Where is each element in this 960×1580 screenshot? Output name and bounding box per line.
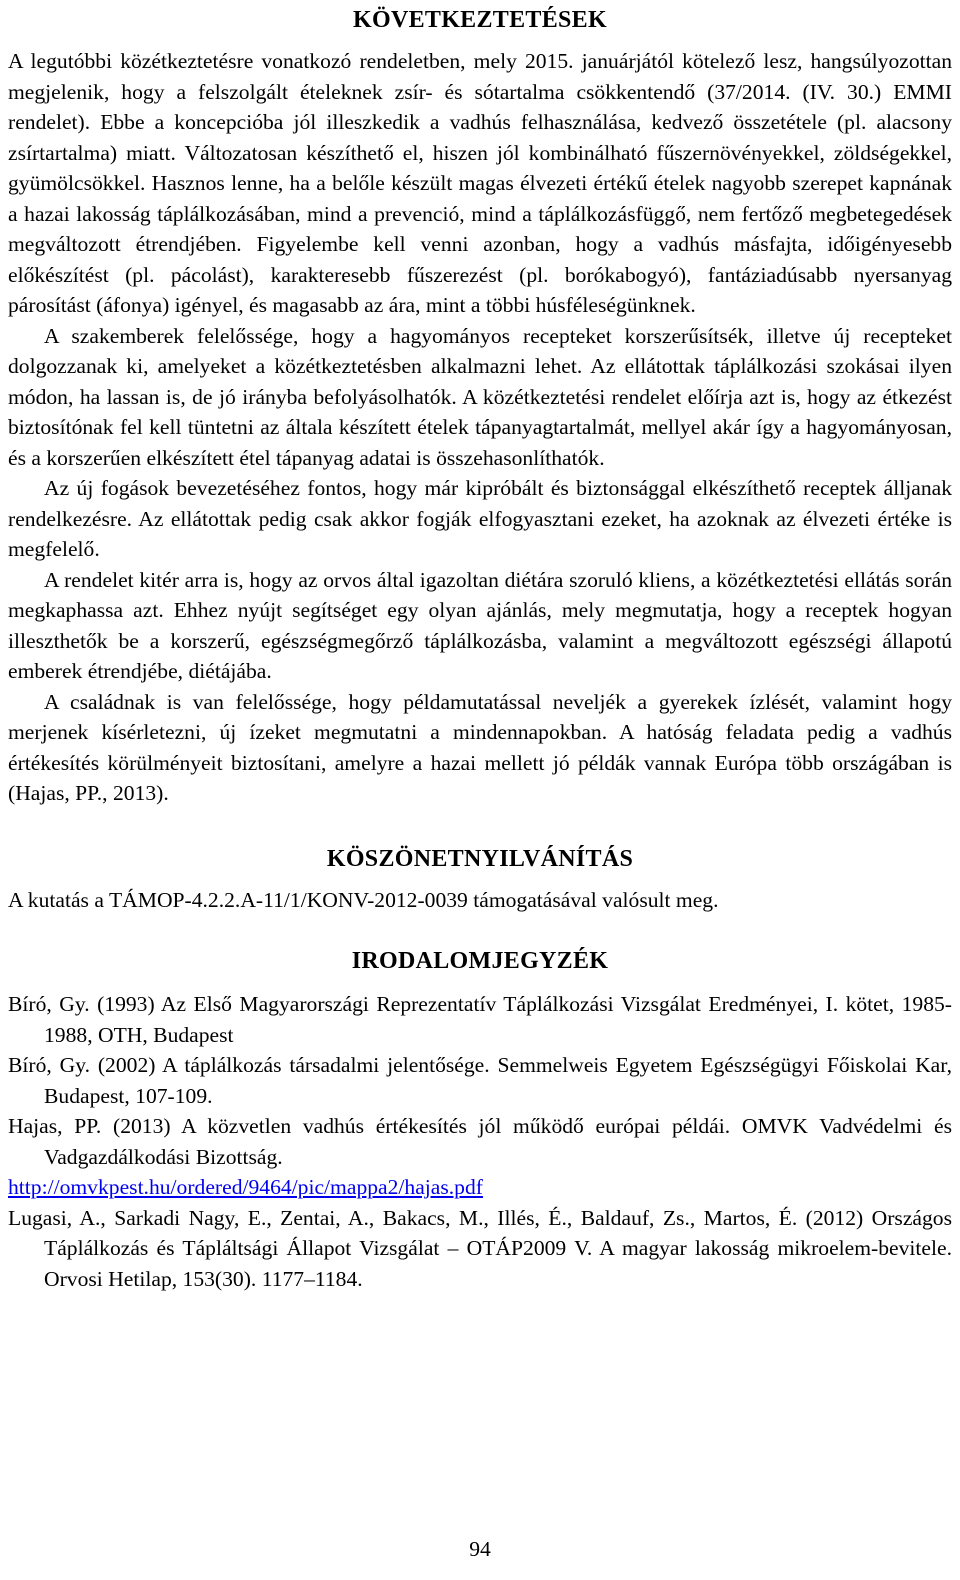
conclusions-section [8, 4, 952, 809]
reference-list [8, 989, 952, 1294]
references-section [8, 945, 952, 1294]
reference-item: Lugasi, A., Sarkadi Nagy, E., Zentai, A., Bakacs, M., Illés, É., Baldauf, Zs., Martos, É. (2012) Országos Táplálkozás és Tápláltsági Állapot Vizsgálat – OTÁP2009 V. A magyar lakosság mikroelem-bevitele. Orvosi Hetilap, 153(30). 1177–1184. [8, 1205, 952, 1291]
acknowledgements-text: A kutatás a TÁMOP-4.2.2.A-11/1/KONV-2012-0039 támogatásával valósult meg. [8, 887, 719, 912]
page-number: 94 [469, 1537, 491, 1561]
acknowledgements-section [8, 843, 952, 916]
reference-item: Bíró, Gy. (2002) A táplálkozás társadalmi jelentősége. Semmelweis Egyetem Egészségügyi Főiskolai Kar, Budapest, 107-109. [8, 1053, 952, 1108]
document-page [8, 0, 952, 1294]
acknowledgements-title: KÖSZÖNETNYILVÁNÍTÁS [326, 845, 634, 872]
conclusions-paragraph: A rendelet kitér arra is, hogy az orvos által igazoltan diétára szoruló kliens, a közétkeztetési ellátás során megkaphassa azt. Ehhez nyújt segítséget egy olyan ajánlás, mely megmutatja, hogy a receptek hogyan illeszthetők be a korszerű, egészségmegőrző táplálkozásba, valamint a megváltozott egészségi állapotú emberek étrendjébe, diétájába. [8, 567, 952, 683]
conclusions-paragraph: A családnak is van felelőssége, hogy példamutatással neveljék a gyerekek ízlését, valamint hogy merjenek kísérletezni, új ízeket megmutatni a mindennapokban. A hatóság feladata pedig a vadhús értékesítés körülményeit biztosítani, amelyre a hazai mellett jó példák vannak Európa több országában is (Hajas, PP., 2013). [8, 689, 952, 805]
reference-item: Hajas, PP. (2013) A közvetlen vadhús értékesítés jól működő európai példái. OMVK Vadvédelmi és Vadgazdálkodási Bizottság. [8, 1114, 952, 1169]
reference-url-link[interactable]: http://omvkpest.hu/ordered/9464/pic/mappa2/hajas.pdf [8, 1175, 483, 1199]
conclusions-paragraph: A legutóbbi közétkeztetésre vonatkozó rendeletben, mely 2015. januárjától kötelező lesz, hangsúlyozottan megjelenik, hogy a felszolgált ételeknek zsír- és sótartalma csökkentendő (37/2014. (IV. 30.) EMMI rendelet). Ebbe a koncepcióba jól illeszkedik a vadhús felhasználása, kedvező összetétele (pl. alacsony zsírtartalma) miatt. Változatosan készíthető el, hiszen jól kombinálható fűszernövényekkel, zöldségekkel, gyümölcsökkel. Hasznos lenne, ha a belőle készült magas élvezeti értékű ételek nagyobb szerepet kapnának a hazai lakosság táplálkozásában, mind a prevenció, mind a táplálkozásfüggő, nem fertőző megbetegedések megváltozott étrendjében. Figyelembe kell venni azonban, hogy a vadhús másfajta, időigényesebb előkészítést (pl. pácolást), karakteresebb fűszerezést (pl. borókabogyó), fantáziadúsabb nyersanyag párosítást (áfonya) igényel, és magasabb az ára, mint a többi húsféleségünknek. [8, 49, 952, 317]
conclusions-paragraph: Az új fogások bevezetéséhez fontos, hogy már kipróbált és biztonsággal elkészíthető receptek álljanak rendelkezésre. Az ellátottak pedig csak akkor fogják elfogyasztani ezeket, ha azoknak az élvezeti értéke is megfelelő. [8, 476, 952, 561]
reference-item: Bíró, Gy. (1993) Az Első Magyarországi Reprezentatív Táplálkozási Vizsgálat Eredményei, I. kötet, 1985-1988, OTH, Budapest [8, 992, 952, 1047]
conclusions-paragraph: A szakemberek felelőssége, hogy a hagyományos recepteket korszerűsítsék, illetve új recepteket dolgozzanak ki, amelyeket a közétkeztetésben alkalmazni lehet. Az ellátottak táplálkozási szokásai ilyen módon, ha lassan is, de jó irányba befolyásolhatók. A közétkeztetési rendelet előírja azt is, hogy az étkezést biztosítónak fel kell tüntetni az általa készített ételek tápanyagtartalmát, mellyel akár így a hagyományosan, és a korszerűen elkészített étel tápanyag adatai is összehasonlíthatók. [8, 323, 952, 470]
references-title: IRODALOMJEGYZÉK [351, 948, 609, 974]
conclusions-title: KÖVETKEZTETÉSEK [353, 7, 607, 33]
